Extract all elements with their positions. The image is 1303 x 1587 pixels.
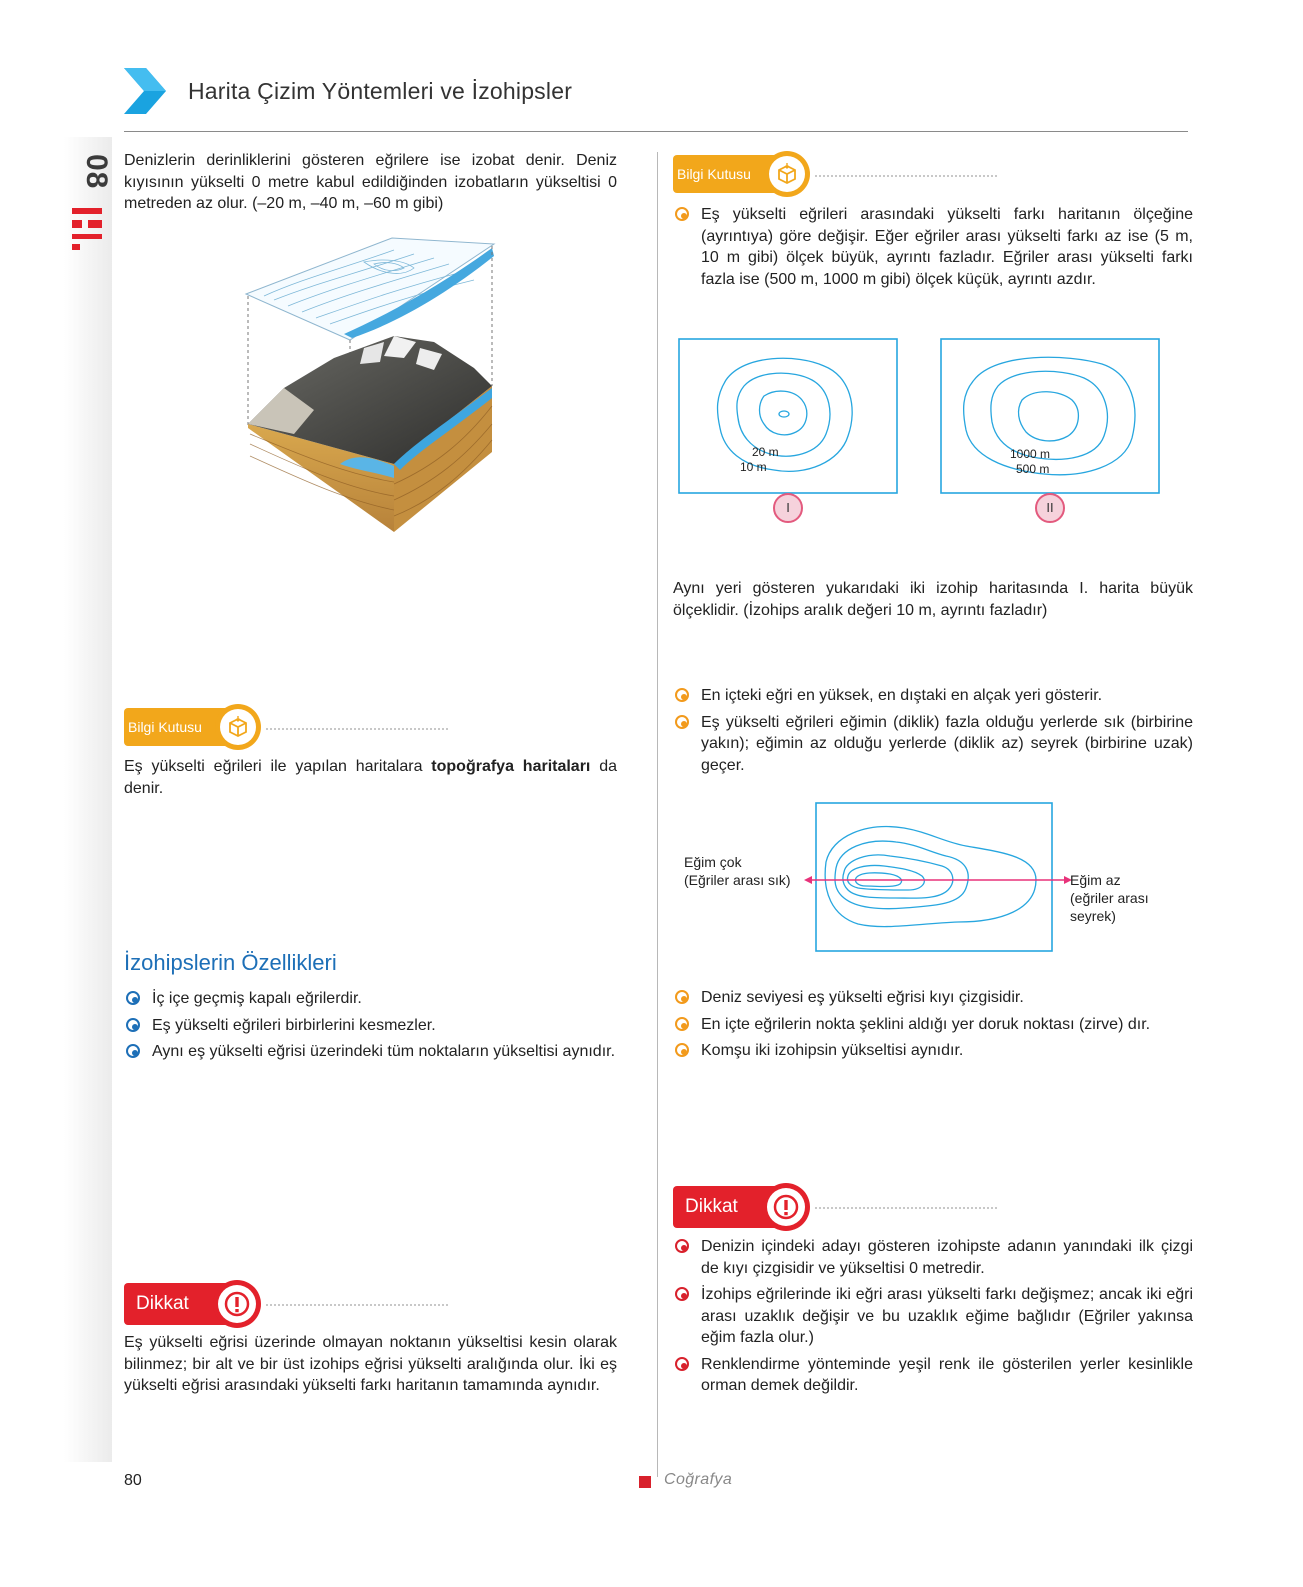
list-item: Aynı eş yükselti eğrisi üzerindeki tüm noktaların yükseltisi aynıdır. bbox=[124, 1041, 617, 1063]
info-box-tag-right bbox=[673, 151, 1003, 197]
warning-tag-left bbox=[124, 1280, 454, 1328]
info-bullets-right bbox=[673, 204, 1193, 295]
contour-rules-list bbox=[673, 685, 1193, 781]
map2-label-a: 1000 m bbox=[1010, 447, 1051, 461]
svg-text:08: 08 bbox=[80, 154, 113, 190]
map1-label-a: 20 m bbox=[752, 445, 779, 459]
map1-numeral: I bbox=[773, 493, 803, 523]
footer-square-icon bbox=[639, 1476, 651, 1488]
page-title: Harita Çizim Yöntemleri ve İzohipsler bbox=[188, 78, 573, 104]
warning-label: Dikkat bbox=[124, 1283, 236, 1325]
warning-label: Dikkat bbox=[673, 1186, 785, 1228]
list-item: Eş yükselti eğrileri arasındaki yükselti farkı haritanın ölçeğine (ayrıntıya) göre değişir. Eğer eğriler arası yükselti farkı az ise (5 m, 10 m gibi) ölçek büyük, ayrıntı fazladır. Eğriler arası yükselti farkı fazla ise (500 m, 1000 m gibi) ölçek küçük, ayrıntı azdır. bbox=[673, 204, 1193, 290]
box-icon bbox=[775, 162, 799, 186]
page-number: 80 bbox=[124, 1472, 142, 1489]
exclamation-icon bbox=[223, 1290, 251, 1318]
list-item: İç içe geçmiş kapalı eğrilerdir. bbox=[124, 988, 617, 1010]
title-divider bbox=[124, 131, 1188, 132]
list-item: İzohips eğrilerinde iki eğri arası yükselti farkı değişmez; ancak iki eğri arası uzaklık değişir ve bu uzaklık eğime bağlıdır (Eğriler yakınsa eğim fazla olur.) bbox=[673, 1284, 1193, 1349]
list-item: En içteki eğri en yüksek, en dıştaki en alçak yeri gösterir. bbox=[673, 685, 1193, 707]
info-box-text-left: Eş yükselti eğrileri ile yapılan haritalara topoğrafya haritaları da denir. bbox=[124, 758, 618, 797]
intro-paragraph: Denizlerin derinliklerini gösteren eğrilere ise izobat denir. Deniz kıyısının yükselti 0 metre kabul edildiğinden izobatların yükseltisi 0 metreden az olur. (–20 m, –40 m, –60 m gibi) bbox=[124, 152, 617, 212]
list-item: En içte eğrilerin nokta şeklini aldığı yer doruk noktası (zirve) dır. bbox=[673, 1014, 1193, 1036]
slope-label-gentle: Eğim az (eğriler arası seyrek) bbox=[1070, 872, 1149, 924]
chevron-icon bbox=[124, 68, 166, 114]
list-item: Eş yükselti eğrileri eğimin (diklik) fazla olduğu yerlerde sık (birbirine yakın); eğimin az olduğu yerlerde (diklik az) seyrek (birbirine uzak) geçer. bbox=[673, 712, 1193, 777]
info-box-tag-left bbox=[124, 704, 454, 750]
slope-contour-figure bbox=[804, 802, 1074, 954]
terrain-block-illustration bbox=[244, 238, 498, 534]
features-list bbox=[124, 988, 617, 1068]
map2-label-b: 500 m bbox=[1016, 462, 1050, 476]
compare-paragraph: Aynı yeri gösteren yukarıdaki iki izohip haritasında I. harita büyük ölçeklidir. (İzohips aralık değeri 10 m, ayrıntı fazladır) bbox=[673, 580, 1193, 619]
side-strip bbox=[64, 137, 112, 1462]
column-divider bbox=[657, 152, 658, 1477]
info-box-label: Bilgi Kutusu bbox=[124, 708, 236, 746]
section-heading: İzohipslerin Özellikleri bbox=[124, 950, 337, 975]
info-box-label: Bilgi Kutusu bbox=[673, 155, 785, 193]
exclamation-icon bbox=[772, 1193, 800, 1221]
contour-facts-list bbox=[673, 987, 1193, 1067]
footer-subject: Coğrafya bbox=[664, 1471, 733, 1488]
list-item: Eş yükselti eğrileri birbirlerini kesmezler. bbox=[124, 1015, 617, 1037]
warning-text-left: Eş yükselti eğrisi üzerinde olmayan noktanın yükseltisi kesin olarak bilinmez; bir alt ve bir üst izohips eğrisi yükselti aralığında olur. İki eş yükselti eğrisi arasındaki yükselti farkı haritanın tamamında aynıdır. bbox=[124, 1334, 617, 1394]
list-item: Renklendirme yönteminde yeşil renk ile gösterilen yerler kesinlikle orman demek değildir. bbox=[673, 1354, 1193, 1397]
list-item: Denizin içindeki adayı gösteren izohipste adanın yanındaki ilk çizgi de kıyı çizgisidir ve yükseltisi 0 metredir. bbox=[673, 1236, 1193, 1279]
list-item: Deniz seviyesi eş yükselti eğrisi kıyı çizgisidir. bbox=[673, 987, 1193, 1009]
side-logo bbox=[70, 150, 113, 252]
box-icon bbox=[226, 715, 250, 739]
warning-tag-right bbox=[673, 1183, 1003, 1231]
contour-map-2 bbox=[940, 338, 1160, 494]
contour-map-1 bbox=[678, 338, 898, 494]
map1-label-b: 10 m bbox=[740, 460, 767, 474]
map2-numeral: II bbox=[1035, 493, 1065, 523]
warning-bullets-right bbox=[673, 1236, 1193, 1402]
list-item: Komşu iki izohipsin yükseltisi aynıdır. bbox=[673, 1040, 1193, 1062]
slope-label-steep: Eğim çok (Eğriler arası sık) bbox=[684, 854, 791, 888]
